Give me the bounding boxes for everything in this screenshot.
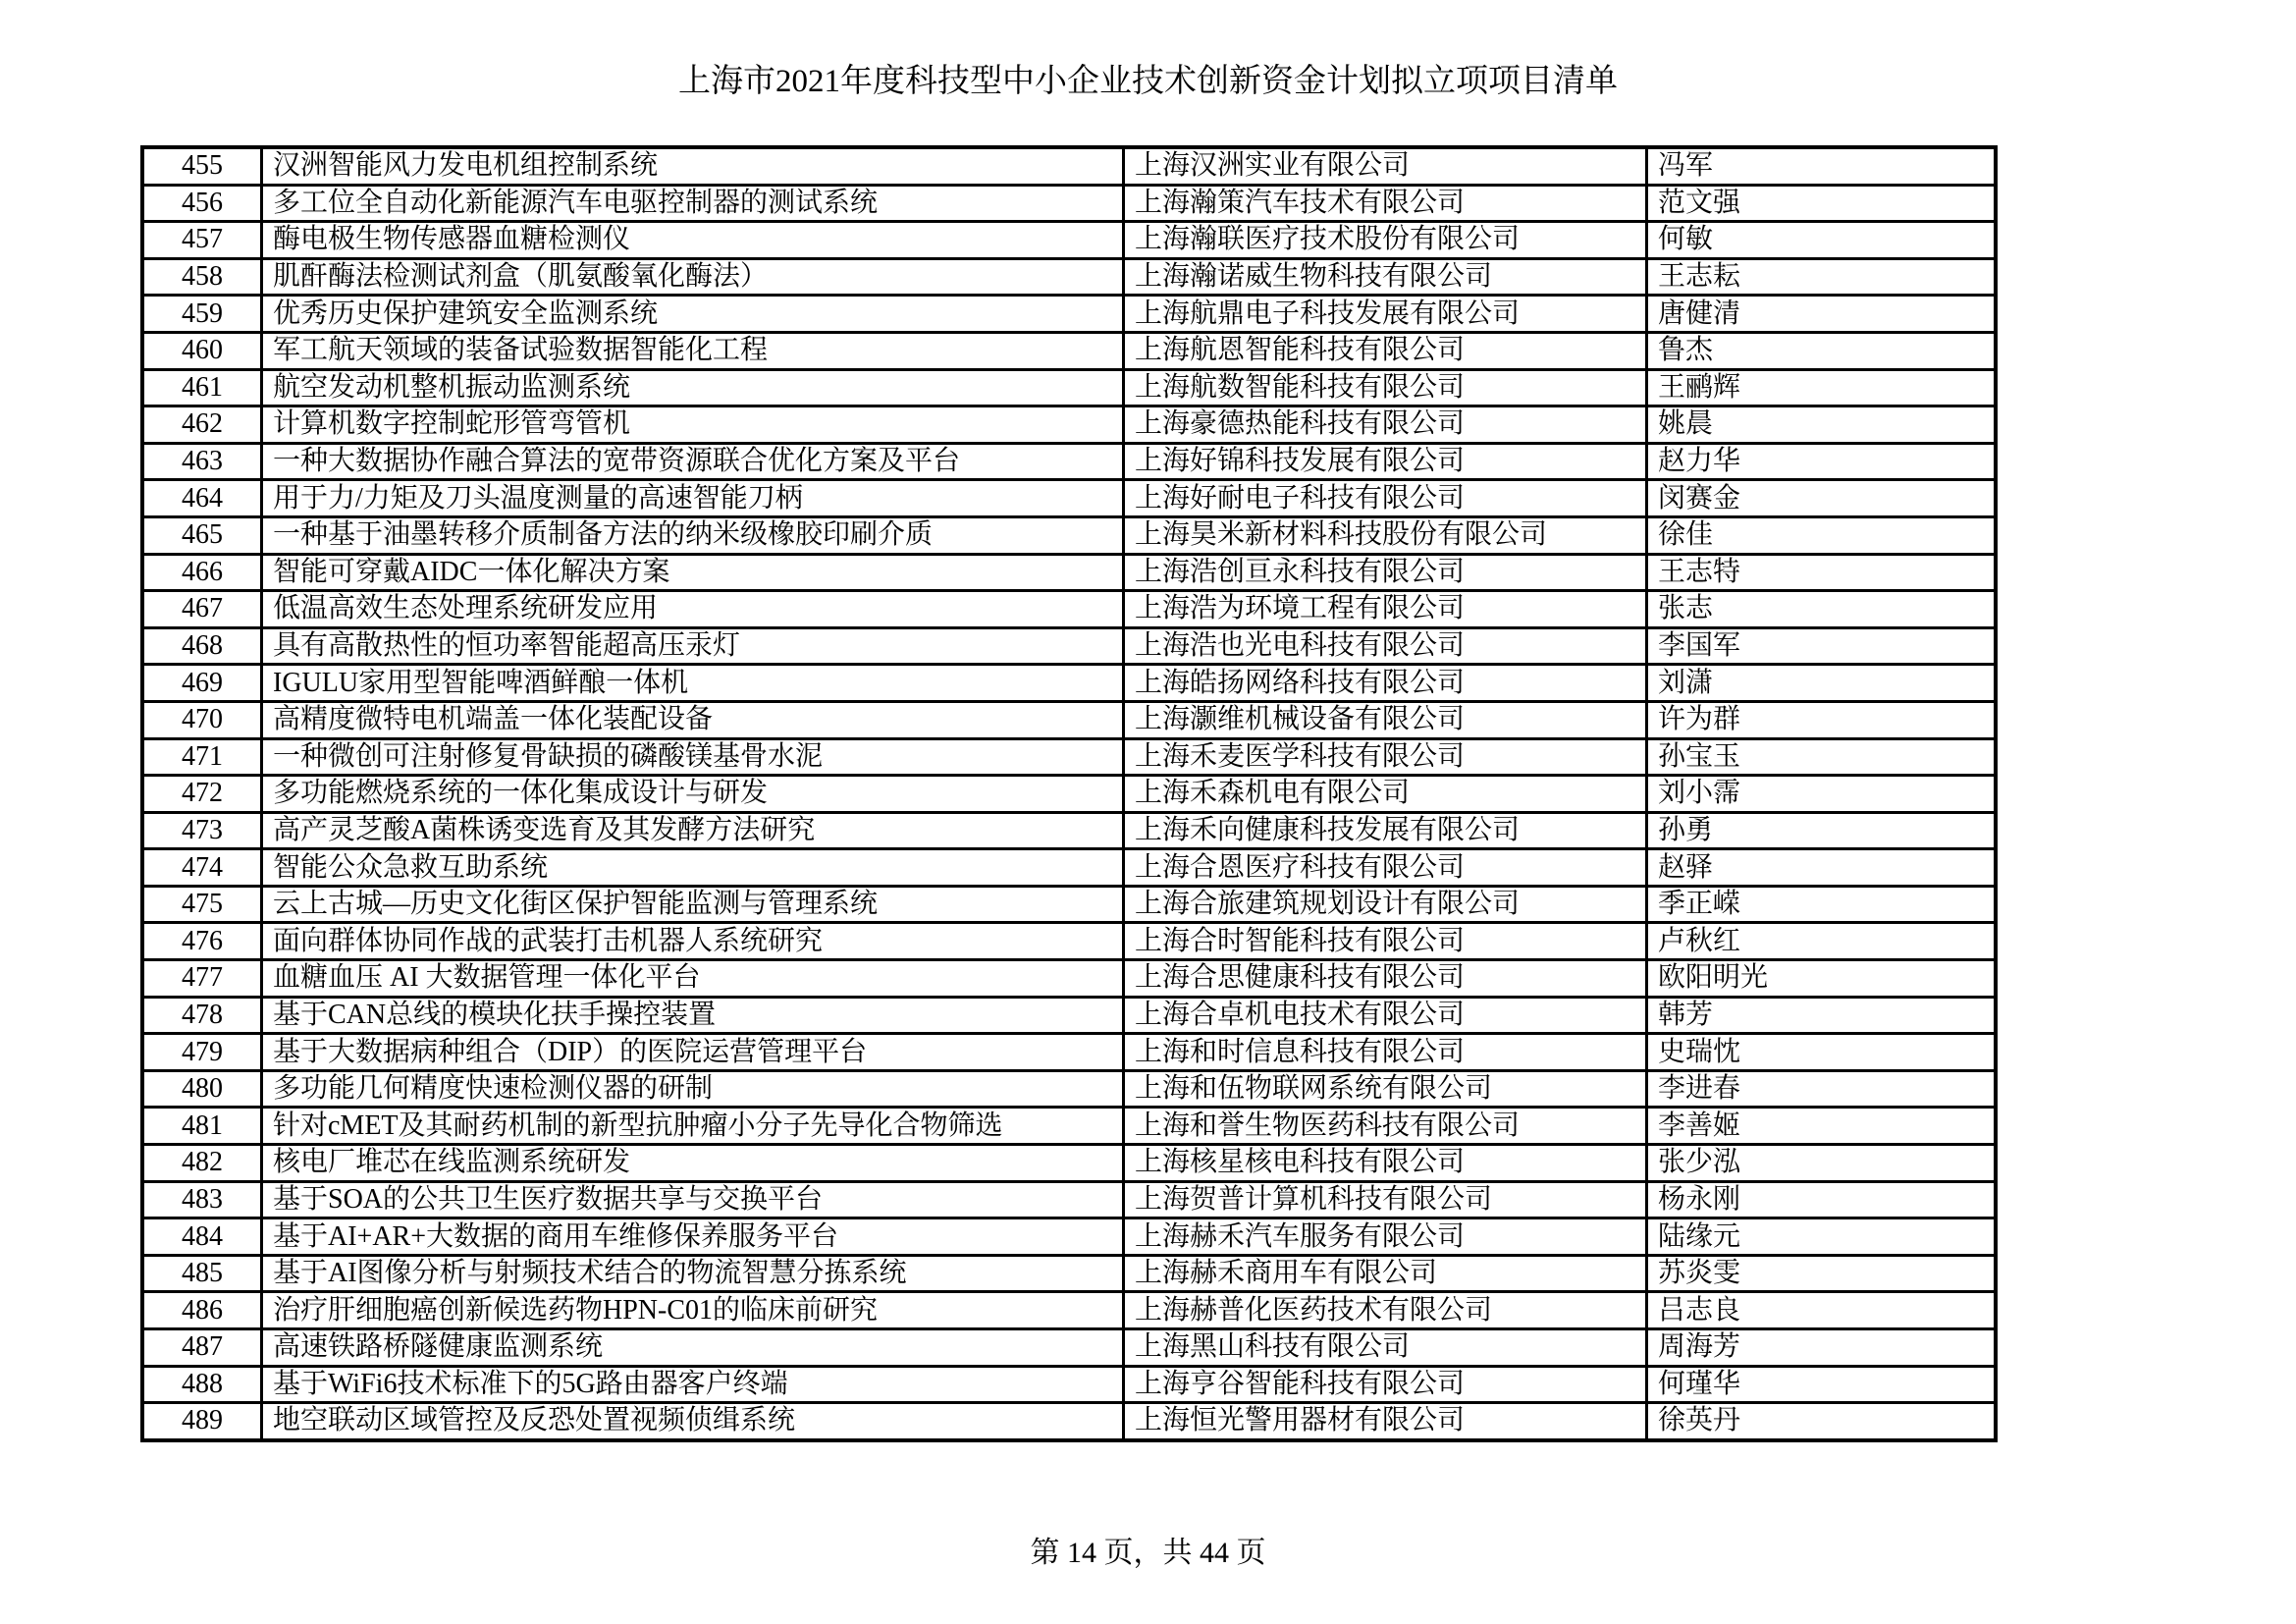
row-number-cell: 467 (142, 591, 262, 628)
page-number-footer: 第 14 页，共 44 页 (1030, 1537, 1266, 1569)
company-name-cell: 上海合恩医疗科技有限公司 (1124, 849, 1647, 887)
company-name-cell: 上海航恩智能科技有限公司 (1124, 332, 1647, 369)
company-name-cell: 上海亨谷智能科技有限公司 (1124, 1366, 1647, 1403)
person-name-cell: 季正嵘 (1647, 886, 1997, 923)
project-name-cell: 军工航天领域的装备试验数据智能化工程 (262, 332, 1124, 369)
row-number-cell: 461 (142, 369, 262, 406)
page-title: 上海市2021年度科技型中小企业技术创新资金计划拟立项项目清单 (678, 64, 1618, 99)
person-name-cell: 卢秋红 (1647, 923, 1997, 960)
table-row (142, 776, 1996, 813)
table-row (142, 1034, 1996, 1071)
table-row (142, 1329, 1996, 1367)
person-name-cell: 欧阳明光 (1647, 960, 1997, 998)
table-row (142, 222, 1996, 259)
row-number-cell: 484 (142, 1218, 262, 1256)
company-name-cell: 上海皓扬网络科技有限公司 (1124, 665, 1647, 702)
project-name-cell: 基于AI图像分析与射频技术结合的物流智慧分拣系统 (262, 1255, 1124, 1292)
company-name-cell: 上海黑山科技有限公司 (1124, 1329, 1647, 1367)
person-name-cell: 杨永刚 (1647, 1181, 1997, 1218)
row-number-cell: 489 (142, 1403, 262, 1440)
table-row (142, 1108, 1996, 1145)
project-name-cell: 用于力/力矩及刀头温度测量的高速智能刀柄 (262, 480, 1124, 517)
table-row (142, 147, 1996, 185)
table-row (142, 1181, 1996, 1218)
person-name-cell: 许为群 (1647, 701, 1997, 738)
table-row (142, 1218, 1996, 1256)
person-name-cell: 鲁杰 (1647, 332, 1997, 369)
company-name-cell: 上海汉洲实业有限公司 (1124, 147, 1647, 185)
table-row (142, 258, 1996, 296)
table-row (142, 1403, 1996, 1440)
company-name-cell: 上海和时信息科技有限公司 (1124, 1034, 1647, 1071)
table-row (142, 1255, 1996, 1292)
row-number-cell: 482 (142, 1145, 262, 1182)
table-row (142, 886, 1996, 923)
company-name-cell: 上海浩也光电科技有限公司 (1124, 627, 1647, 665)
company-name-cell: 上海瀚诺威生物科技有限公司 (1124, 258, 1647, 296)
person-name-cell: 吕志良 (1647, 1292, 1997, 1329)
person-name-cell: 李进春 (1647, 1070, 1997, 1108)
project-name-cell: 具有高散热性的恒功率智能超高压汞灯 (262, 627, 1124, 665)
table-row (142, 332, 1996, 369)
company-name-cell: 上海合思健康科技有限公司 (1124, 960, 1647, 998)
company-name-cell: 上海瀚策汽车技术有限公司 (1124, 185, 1647, 222)
project-name-cell: 肌酐酶法检测试剂盒（肌氨酸氧化酶法） (262, 258, 1124, 296)
company-name-cell: 上海禾森机电有限公司 (1124, 776, 1647, 813)
project-name-cell: 航空发动机整机振动监测系统 (262, 369, 1124, 406)
company-name-cell: 上海赫禾商用车有限公司 (1124, 1255, 1647, 1292)
company-name-cell: 上海浩为环境工程有限公司 (1124, 591, 1647, 628)
row-number-cell: 466 (142, 554, 262, 591)
table-row (142, 516, 1996, 554)
person-name-cell: 唐健清 (1647, 296, 1997, 333)
project-name-cell: 多工位全自动化新能源汽车电驱控制器的测试系统 (262, 185, 1124, 222)
table-row (142, 923, 1996, 960)
row-number-cell: 485 (142, 1255, 262, 1292)
company-name-cell: 上海航数智能科技有限公司 (1124, 369, 1647, 406)
row-number-cell: 460 (142, 332, 262, 369)
project-name-cell: 计算机数字控制蛇形管弯管机 (262, 406, 1124, 444)
person-name-cell: 徐英丹 (1647, 1403, 1997, 1440)
company-name-cell: 上海贺普计算机科技有限公司 (1124, 1181, 1647, 1218)
company-name-cell: 上海恒光警用器材有限公司 (1124, 1403, 1647, 1440)
project-name-cell: 多功能燃烧系统的一体化集成设计与研发 (262, 776, 1124, 813)
person-name-cell: 刘潇 (1647, 665, 1997, 702)
project-name-cell: 优秀历史保护建筑安全监测系统 (262, 296, 1124, 333)
company-name-cell: 上海瀚联医疗技术股份有限公司 (1124, 222, 1647, 259)
person-name-cell: 王志特 (1647, 554, 1997, 591)
row-number-cell: 472 (142, 776, 262, 813)
table-row (142, 1145, 1996, 1182)
person-name-cell: 范文强 (1647, 185, 1997, 222)
row-number-cell: 477 (142, 960, 262, 998)
row-number-cell: 486 (142, 1292, 262, 1329)
row-number-cell: 462 (142, 406, 262, 444)
person-name-cell: 史瑞忱 (1647, 1034, 1997, 1071)
table-row (142, 849, 1996, 887)
project-name-cell: 云上古城—历史文化街区保护智能监测与管理系统 (262, 886, 1124, 923)
row-number-cell: 458 (142, 258, 262, 296)
table-row (142, 1070, 1996, 1108)
company-name-cell: 上海禾向健康科技发展有限公司 (1124, 812, 1647, 849)
project-name-cell: 一种基于油墨转移介质制备方法的纳米级橡胶印刷介质 (262, 516, 1124, 554)
company-name-cell: 上海和伍物联网系统有限公司 (1124, 1070, 1647, 1108)
person-name-cell: 冯军 (1647, 147, 1997, 185)
row-number-cell: 465 (142, 516, 262, 554)
project-name-cell: 地空联动区域管控及反恐处置视频侦缉系统 (262, 1403, 1124, 1440)
row-number-cell: 480 (142, 1070, 262, 1108)
project-name-cell: 血糖血压 AI 大数据管理一体化平台 (262, 960, 1124, 998)
person-name-cell: 李善姬 (1647, 1108, 1997, 1145)
table-row (142, 554, 1996, 591)
project-table-body (142, 147, 1996, 1440)
company-name-cell: 上海航鼎电子科技发展有限公司 (1124, 296, 1647, 333)
company-name-cell: 上海合旅建筑规划设计有限公司 (1124, 886, 1647, 923)
company-name-cell: 上海合卓机电技术有限公司 (1124, 997, 1647, 1034)
company-name-cell: 上海和誉生物医药科技有限公司 (1124, 1108, 1647, 1145)
project-name-cell: 酶电极生物传感器血糖检测仪 (262, 222, 1124, 259)
project-name-cell: 基于大数据病种组合（DIP）的医院运营管理平台 (262, 1034, 1124, 1071)
person-name-cell: 王鹂辉 (1647, 369, 1997, 406)
person-name-cell: 李国军 (1647, 627, 1997, 665)
table-row (142, 443, 1996, 480)
table-row (142, 701, 1996, 738)
row-number-cell: 474 (142, 849, 262, 887)
table-row (142, 665, 1996, 702)
project-name-cell: 智能可穿戴AIDC一体化解决方案 (262, 554, 1124, 591)
project-table (140, 145, 1998, 1442)
row-number-cell: 464 (142, 480, 262, 517)
table-row (142, 1366, 1996, 1403)
row-number-cell: 488 (142, 1366, 262, 1403)
table-row (142, 591, 1996, 628)
company-name-cell: 上海好耐电子科技有限公司 (1124, 480, 1647, 517)
person-name-cell: 韩芳 (1647, 997, 1997, 1034)
row-number-cell: 457 (142, 222, 262, 259)
project-name-cell: IGULU家用型智能啤酒鲜酿一体机 (262, 665, 1124, 702)
person-name-cell: 张少泓 (1647, 1145, 1997, 1182)
project-name-cell: 基于WiFi6技术标准下的5G路由器客户终端 (262, 1366, 1124, 1403)
table-row (142, 480, 1996, 517)
person-name-cell: 何敏 (1647, 222, 1997, 259)
row-number-cell: 456 (142, 185, 262, 222)
table-row (142, 738, 1996, 776)
project-name-cell: 多功能几何精度快速检测仪器的研制 (262, 1070, 1124, 1108)
person-name-cell: 姚晨 (1647, 406, 1997, 444)
row-number-cell: 459 (142, 296, 262, 333)
company-name-cell: 上海核星核电科技有限公司 (1124, 1145, 1647, 1182)
project-name-cell: 基于CAN总线的模块化扶手操控装置 (262, 997, 1124, 1034)
person-name-cell: 闵赛金 (1647, 480, 1997, 517)
project-name-cell: 低温高效生态处理系统研发应用 (262, 591, 1124, 628)
row-number-cell: 483 (142, 1181, 262, 1218)
project-name-cell: 面向群体协同作战的武装打击机器人系统研究 (262, 923, 1124, 960)
company-name-cell: 上海灏维机械设备有限公司 (1124, 701, 1647, 738)
person-name-cell: 赵驿 (1647, 849, 1997, 887)
table-row (142, 1292, 1996, 1329)
row-number-cell: 478 (142, 997, 262, 1034)
project-name-cell: 高产灵芝酸A菌株诱变选育及其发酵方法研究 (262, 812, 1124, 849)
row-number-cell: 473 (142, 812, 262, 849)
person-name-cell: 王志耘 (1647, 258, 1997, 296)
row-number-cell: 476 (142, 923, 262, 960)
company-name-cell: 上海豪德热能科技有限公司 (1124, 406, 1647, 444)
table-row (142, 185, 1996, 222)
row-number-cell: 468 (142, 627, 262, 665)
project-name-cell: 基于AI+AR+大数据的商用车维修保养服务平台 (262, 1218, 1124, 1256)
person-name-cell: 徐佳 (1647, 516, 1997, 554)
table-row (142, 997, 1996, 1034)
row-number-cell: 455 (142, 147, 262, 185)
row-number-cell: 470 (142, 701, 262, 738)
project-name-cell: 高速铁路桥隧健康监测系统 (262, 1329, 1124, 1367)
table-row (142, 369, 1996, 406)
project-name-cell: 智能公众急救互助系统 (262, 849, 1124, 887)
row-number-cell: 469 (142, 665, 262, 702)
project-name-cell: 一种微创可注射修复骨缺损的磷酸镁基骨水泥 (262, 738, 1124, 776)
company-name-cell: 上海赫禾汽车服务有限公司 (1124, 1218, 1647, 1256)
project-name-cell: 核电厂堆芯在线监测系统研发 (262, 1145, 1124, 1182)
project-name-cell: 针对cMET及其耐药机制的新型抗肿瘤小分子先导化合物筛选 (262, 1108, 1124, 1145)
person-name-cell: 周海芳 (1647, 1329, 1997, 1367)
row-number-cell: 481 (142, 1108, 262, 1145)
company-name-cell: 上海合时智能科技有限公司 (1124, 923, 1647, 960)
table-row (142, 406, 1996, 444)
company-name-cell: 上海赫普化医药技术有限公司 (1124, 1292, 1647, 1329)
person-name-cell: 孙宝玉 (1647, 738, 1997, 776)
person-name-cell: 孙勇 (1647, 812, 1997, 849)
row-number-cell: 479 (142, 1034, 262, 1071)
row-number-cell: 475 (142, 886, 262, 923)
table-row (142, 812, 1996, 849)
project-name-cell: 一种大数据协作融合算法的宽带资源联合优化方案及平台 (262, 443, 1124, 480)
table-row (142, 627, 1996, 665)
row-number-cell: 463 (142, 443, 262, 480)
person-name-cell: 苏炎雯 (1647, 1255, 1997, 1292)
person-name-cell: 赵力华 (1647, 443, 1997, 480)
project-name-cell: 基于SOA的公共卫生医疗数据共享与交换平台 (262, 1181, 1124, 1218)
person-name-cell: 何瑾华 (1647, 1366, 1997, 1403)
company-name-cell: 上海好锦科技发展有限公司 (1124, 443, 1647, 480)
row-number-cell: 471 (142, 738, 262, 776)
company-name-cell: 上海浩创亘永科技有限公司 (1124, 554, 1647, 591)
project-name-cell: 汉洲智能风力发电机组控制系统 (262, 147, 1124, 185)
table-row (142, 296, 1996, 333)
project-name-cell: 高精度微特电机端盖一体化装配设备 (262, 701, 1124, 738)
table-row (142, 960, 1996, 998)
person-name-cell: 张志 (1647, 591, 1997, 628)
person-name-cell: 陆缘元 (1647, 1218, 1997, 1256)
person-name-cell: 刘小霈 (1647, 776, 1997, 813)
company-name-cell: 上海禾麦医学科技有限公司 (1124, 738, 1647, 776)
row-number-cell: 487 (142, 1329, 262, 1367)
company-name-cell: 上海昊米新材料科技股份有限公司 (1124, 516, 1647, 554)
project-name-cell: 治疗肝细胞癌创新候选药物HPN-C01的临床前研究 (262, 1292, 1124, 1329)
